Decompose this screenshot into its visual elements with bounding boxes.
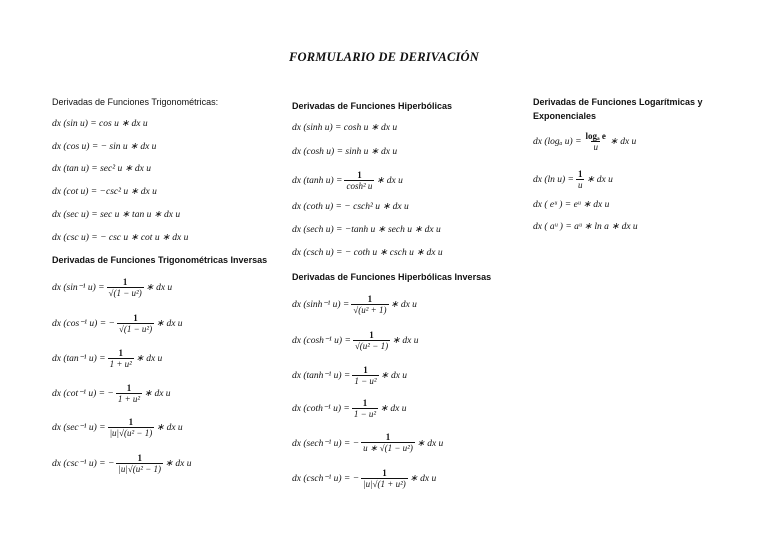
formula-hyp-inv-4-denominator: 1 − u² (353, 409, 377, 419)
formula-trig-inv-2-rhs: ∗ dx u (156, 319, 183, 329)
formula-hyp-inv-2-lhs: dx (cosh⁻¹ u) = (292, 336, 351, 346)
formula-hyp-inv-1-fraction (351, 294, 388, 315)
formula-hyp-inv-1 (292, 294, 417, 315)
formula-trig-1: dx (sin u) = cos u ∗ dx u (52, 119, 148, 129)
formula-trig-inv-5-denominator: |u|√(u² − 1) (109, 428, 153, 438)
formula-hyp-inv-1-denominator: √(u² + 1) (353, 305, 387, 315)
formula-trig-inv-4-rhs: ∗ dx u (144, 389, 171, 399)
formula-log-1 (533, 131, 636, 152)
formula-trig-inv-2-lhs: dx (cos⁻¹ u) = − (52, 319, 115, 329)
formula-hyp-inv-4-fraction (352, 398, 378, 419)
formula-log-1-fraction (584, 131, 608, 152)
formula-hyp-inv-2-fraction (353, 330, 390, 351)
formula-hyp-inv-6-numerator: 1 (382, 468, 387, 478)
formula-hyp-inv-3 (292, 365, 407, 386)
formula-trig-inv-4 (52, 383, 171, 404)
formula-log-3-text: dx ( eᵘ ) = eᵘ ∗ dx u (533, 200, 610, 210)
formula-trig-5: dx (sec u) = sec u ∗ tan u ∗ dx u (52, 210, 181, 220)
heading-trig-inverse: Derivadas de Funciones Trigonométricas Inversas (52, 255, 268, 265)
formula-log-2-rhs: ∗ dx u (586, 175, 613, 185)
formula-hyp-inv-1-lhs: dx (sinh⁻¹ u) = (292, 300, 350, 310)
formula-hyp-inv-5 (292, 432, 443, 454)
formula-log-1-numerator: logₐ e (585, 131, 606, 141)
formula-trig-2: dx (cos u) = − sin u ∗ dx u (52, 142, 157, 152)
column-trigonometric (52, 95, 282, 495)
formula-log-1-lhs: dx (logₐ u) = (533, 136, 582, 147)
formula-log-4-text: dx ( aᵘ ) = aᵘ ∗ ln a ∗ dx u (533, 222, 638, 232)
formula-trig-inv-5-lhs: dx (sec⁻¹ u) = (52, 423, 106, 433)
formula-trig-inv-6 (52, 453, 191, 474)
formula-hyp-inv-2-denominator: √(u² − 1) (354, 341, 389, 351)
column-logarithmic (533, 95, 733, 295)
formula-hyp-inv-1-numerator: 1 (367, 294, 373, 304)
column-hyperbolic (292, 95, 522, 505)
formula-trig-inv-6-numerator: 1 (137, 453, 142, 463)
formula-hyp-1-text: dx (sinh u) = cosh u ∗ dx u (292, 123, 398, 133)
formula-hyp-inv-5-lhs: dx (sech⁻¹ u) = − (292, 438, 360, 449)
formula-hyp-3-denominator: cosh² u (346, 181, 373, 191)
formula-trig-4: dx (cot u) = −csc² u ∗ dx u (52, 187, 157, 197)
formula-trig-inv-2-fraction (117, 313, 154, 334)
formula-trig-inv-2-numerator: 1 (133, 313, 138, 323)
formula-hyp-5 (292, 224, 441, 235)
heading-hyp-inverse: Derivadas de Funciones Hiperbólicas Inversas (292, 272, 492, 282)
formula-hyp-inv-2-numerator: 1 (369, 330, 374, 340)
formula-hyp-3-numerator: 1 (357, 170, 362, 180)
formula-trig-inv-5 (52, 417, 183, 438)
formula-log-2-lhs: dx (ln u) = (533, 174, 574, 185)
formula-hyp-2 (292, 146, 397, 157)
formula-hyp-inv-3-numerator: 1 (363, 365, 368, 375)
formula-hyp-inv-4-rhs: ∗ dx u (380, 404, 407, 414)
formula-hyp-inv-3-lhs: dx (tanh⁻¹ u) = (292, 371, 351, 381)
formula-hyp-3-rhs: ∗ dx u (376, 176, 403, 186)
formula-trig-inv-4-denominator: 1 + u² (117, 394, 141, 404)
formula-hyp-6-text: dx (csch u) = − coth u ∗ csch u ∗ dx u (292, 248, 443, 258)
formula-hyp-inv-3-fraction (352, 365, 378, 386)
formula-log-2-fraction (576, 169, 585, 190)
formula-trig-inv-5-numerator: 1 (128, 417, 134, 427)
formula-trig-inv-3-rhs: ∗ dx u (135, 354, 163, 364)
formula-hyp-inv-2 (292, 330, 419, 351)
formula-trig-inv-4-numerator: 1 (126, 383, 132, 393)
formula-hyp-5-text: dx (sech u) = −tanh u ∗ sech u ∗ dx u (292, 225, 441, 235)
formula-trig-3: dx (tan u) = sec² u ∗ dx u (52, 164, 151, 174)
formula-log-4 (533, 221, 638, 232)
formula-log-1-rhs: ∗ dx u (609, 137, 637, 147)
formula-trig-6: dx (csc u) = − csc u ∗ cot u ∗ dx u (52, 233, 189, 243)
formula-trig-inv-3-denominator: 1 + u² (109, 359, 132, 369)
formula-trig-inv-4-fraction (116, 383, 142, 404)
formula-trig-inv-1-denominator: √(1 − u²) (108, 288, 142, 298)
formula-hyp-inv-6-lhs: dx (csch⁻¹ u) = − (292, 474, 360, 484)
formula-trig-inv-3 (52, 348, 162, 369)
formula-hyp-3-lhs: dx (tanh u) = (292, 175, 343, 186)
formula-trig-inv-3-fraction (108, 348, 134, 369)
formula-hyp-inv-5-denominator: u ∗ √(1 − u²) (363, 443, 413, 453)
formula-hyp-3 (292, 170, 403, 191)
formula-log-3 (533, 199, 609, 210)
formula-log-1-denominator: u (593, 142, 598, 152)
formula-trig-inv-1 (52, 277, 172, 298)
formula-trig-inv-3-lhs: dx (tan⁻¹ u) = (52, 354, 106, 364)
formula-log-2-numerator: 1 (577, 169, 583, 179)
formula-trig-inv-3-numerator: 1 (118, 348, 123, 358)
formula-hyp-inv-6 (292, 468, 436, 489)
formula-trig-inv-1-lhs: dx (sin⁻¹ u) = (52, 283, 105, 293)
formula-hyp-inv-6-denominator: |u|√(1 + u²) (363, 479, 406, 489)
formula-hyp-inv-3-rhs: ∗ dx u (380, 371, 408, 381)
formula-hyp-inv-4-numerator: 1 (362, 398, 368, 408)
formula-hyp-3-fraction (344, 170, 374, 191)
formula-trig-inv-1-fraction (107, 277, 144, 298)
formula-trig-inv-6-rhs: ∗ dx u (165, 459, 192, 469)
formula-hyp-1 (292, 122, 397, 133)
formula-log-2-denominator: u (577, 180, 583, 190)
formula-trig-inv-6-fraction (116, 453, 163, 474)
formula-hyp-inv-6-fraction (361, 468, 408, 489)
formula-hyp-2-text: dx (cosh u) = sinh u ∗ dx u (292, 147, 398, 157)
formula-hyp-6 (292, 247, 443, 258)
formula-trig-inv-2-denominator: √(1 − u²) (118, 324, 153, 334)
formula-trig-inv-6-denominator: |u|√(u² − 1) (118, 464, 162, 474)
formula-hyp-inv-6-rhs: ∗ dx u (409, 474, 437, 484)
formula-hyp-inv-2-rhs: ∗ dx u (392, 336, 419, 346)
formula-trig-inv-5-fraction (108, 417, 155, 438)
formula-trig-inv-2 (52, 313, 183, 334)
formula-hyp-4-text: dx (coth u) = − csch² u ∗ dx u (292, 202, 409, 212)
formula-trig-inv-1-rhs: ∗ dx u (145, 283, 173, 293)
formula-log-2 (533, 169, 613, 190)
heading-trig: Derivadas de Funciones Trigonométricas: (52, 97, 219, 107)
formula-hyp-inv-5-fraction (361, 432, 415, 454)
formula-trig-inv-1-numerator: 1 (122, 277, 128, 287)
heading-log: Derivadas de Funciones Logarítmicas y Exponenciales (533, 97, 703, 121)
page-title: FORMULARIO DE DERIVACIÓN (288, 50, 480, 64)
formula-hyp-4 (292, 201, 409, 212)
formula-trig-inv-4-lhs: dx (cot⁻¹ u) = − (52, 389, 114, 399)
formula-hyp-inv-3-denominator: 1 − u² (354, 376, 377, 386)
formula-hyp-inv-5-numerator: 1 (385, 432, 391, 442)
formula-hyp-inv-4-lhs: dx (coth⁻¹ u) = (292, 404, 350, 414)
formula-hyp-inv-1-rhs: ∗ dx u (390, 300, 417, 310)
formula-trig-inv-5-rhs: ∗ dx u (156, 423, 183, 433)
formula-hyp-inv-5-rhs: ∗ dx u (416, 438, 444, 449)
heading-hyp: Derivadas de Funciones Hiperbólicas (292, 101, 453, 111)
formula-trig-inv-6-lhs: dx (csc⁻¹ u) = − (52, 459, 115, 469)
formula-hyp-inv-4 (292, 398, 407, 419)
